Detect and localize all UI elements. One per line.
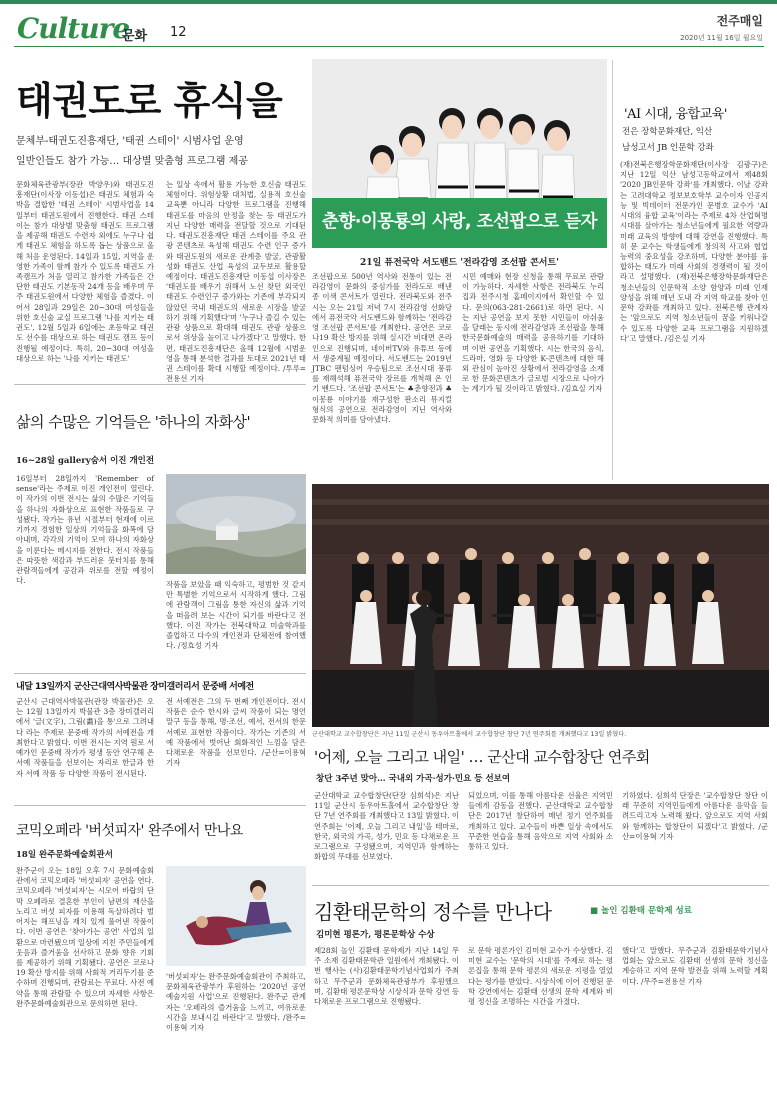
issue-date: 2020년 11월 16일 월요일 <box>680 34 763 42</box>
lead-body-col2: 는 일상 속에서 활용 가능한 호신술 태권도 체험이다. 위험상황 대처법, 실용적 호신술 교육뿐 아니라 다양한 프로그램을 진행해 태권도를 마음의 안정을 찾는 등 태권도가 지닌 다양한 매력을 전달할 것으로 기대된다. 태권도진흥재단 태권 스테이를 주요 관광 콘텐츠로 육성해 태권도 수련 인구 증가와 태권도원의 새로운 관계층 발굴, 관광활성화 태권도 산업 육성의 교두보로 활용할 예정이다. 태권도진흥재단 이동섭 이사장은 '태권도를 배우기 위해서 노선 찾던 외국인 태권도 수련인구 증가와는 기존에 부각되지 않았던 국내 태권도의 새로운 시장을 발굴하기 위해 기획했다'며 '누구나 즐길 수 있는 관광 상품으로 확대해 태권도 관광 상품으로서 위상을 높이고 나가겠다'고 말했다. 한편, 태권도진흥재단은 올해 12월에 시범운영을 통해 분석한 결과를 토대로 2021년 태권 스테이를 확대 시행할 예정이다. /투루=전용선 기자 <box>166 180 306 384</box>
ai-body: (재)전북은행장학문화재단(이사장 김광구)은 지난 12일 익산 남성고등학교에서 제48회 '2020 JB인문학 강좌'를 개최했다. 이날 강좌는 고려대학교 정보보호학부 교수이자 인공지능 및 빅데이터 전문가인 문병호 교수가 'AI 시대의 융합 교육'이라는 주제로 4차 산업혁명 시대를 살아가는 청소년들에게 필요한 역량과 미래 교육의 방향에 대해 강연을 진행했다. 특히 문 교수는 학생들에게 창의적 사고와 협업 능력의 중요성을 강조하며, 다양한 분야를 융합하는 태도가 미래 사회의 경쟁력이 될 것이라고 설명했다. (재)전북은행장학문화재단은 청소년들의 인문학적 소양 함양과 미래 인재 양성을 위해 매년 도내 각 지역 학교를 찾아 인문학 강좌를 개최하고 있다. 전북은행 관계자는 '앞으로도 지역 청소년들이 꿈을 키워나갈 수 있도록 다양한 교육 프로그램을 지원하겠다'고 말했다. /김은실 기자 <box>620 160 768 343</box>
opera-body-col1: 완주군이 오는 18일 오후 7시 문화예술회관에서 코믹오페라 '버섯피자' 공연을 연다. 코믹오페라 '버섯피자'는 시모어 바랍의 단막 오페라로 결혼한 부인이 남편의 재산을 노리고 버섯 피자를 이용해 독살하려다 벌어지는 해프닝을 재치 있게 풀어낸 작품이다. 이번 공연은 '찾아가는 공연' 사업의 일환으로 마련됐으며 일상에 지친 주민들에게 웃음과 즐거움을 선사하고 문화 향유 기회를 제공하기 위해 기획됐다. 공연은 코로나19 확산 방지를 위해 사회적 거리두기를 준수하며 진행되며, 관람료는 무료다. 사전 예약을 통해 관람할 수 있으며 자세한 사항은 완주문화예술회관으로 문의하면 된다. <box>16 866 154 1008</box>
memory-subtitle: 16~28일 gallery숨서 이진 개인전 <box>16 456 155 466</box>
lead-title: 태권도로 휴식을 <box>16 79 283 123</box>
literature-tag: ■ 놀인 김환태 문학제 성료 <box>590 906 692 916</box>
memory-photo-image <box>166 474 306 574</box>
exhibit-title: 내달 13일까지 군산근대역사박물관 장미갤러리서 문중배 서예전 <box>16 682 254 692</box>
header-rule <box>14 46 764 47</box>
literature-body-col3: 했다'고 말했다. 무주군과 김환태문학기념사업회는 앞으로도 김환태 선생의 문학 정신을 계승하고 지역 문학 발전을 위해 노력할 계획이다. /무주=전용선 기자 <box>622 946 768 986</box>
mid-rule <box>14 384 306 385</box>
ai-title: 'AI 시대, 융합교육' <box>624 107 727 122</box>
concert-body-col1: 조선팝으로 500년 역사와 전통이 있는 전라감영이 문화의 중심가를 전라도로 배낸 종 이색 콘서트가 열린다. 전라북도와 전주시는 오는 21일 저녁 7시 전라감영 선화당에서 퓨전국악 서도밴드와 함께하는 '전라감영 조선팝 콘서트'를 개최한다. 공연은 코로나19 확산 방지를 위해 실시간 비대면 온라인으로 진행되며, 네이버TV와 유튜브 등에서 생중계될 예정이다. 서도밴드는 2019년 JTBC 팬텀싱어 우승팀으로 조선시대 풍류를 재해석해 퓨전국악 장르를 개척해 온 인기 밴드다. '조선팝 콘서트'는 ♣춘향전과 ♣이몽룡 이야기를 재구성한 판소리 뮤지컬 형식의 공연으로 전라감영이 지닌 역사와 문화적 의미를 담아냈다. <box>312 272 452 425</box>
page-number: 12 <box>170 25 187 40</box>
exhibit-rule <box>14 673 306 674</box>
memory-photo <box>166 474 306 574</box>
lead-subtitle-2: 일반인들도 참가 가능… 대상별 맞춤형 프로그램 제공 <box>16 156 248 167</box>
literature-body-col1: 제28회 놀인 김환태 문학제가 지난 14일 무주 소재 김환태문학관 일원에서 개최됐다. 이번 행사는 (사)김환태문학기념사업회가 주최하고 무주군과 문화체육관광부가 후원했으며, 김환태 평론문학상 시상식과 문학 강연 등 다채로운 프로그램으로 진행됐다. <box>314 946 459 1007</box>
orchestra-title: '어제, 오늘 그리고 내일' … 군산대 교수합창단 연주회 <box>314 748 650 766</box>
exhibit-body-col2: 전 서예전은 그의 두 번째 개인전이다. 전시 작품은 순수 한시와 글씨 작품이 되는 명언 말구 등을 통해, 명·조선, 예서, 전서의 한문 서예로 표현한 작품이다. 작가는 기존의 서예 작품에서 벗어난 회화적인 느낌을 담은 다채로운 작품을 선보인다. /군산=이용혁 기자 <box>166 697 306 768</box>
literature-rule <box>312 885 769 886</box>
header-accent-bar <box>0 0 777 4</box>
orchestra-photo-image <box>312 484 769 727</box>
opera-photo-image <box>166 866 306 966</box>
literature-body-col2: 로 문학 평론가인 김미현 교수가 수상했다. 김미현 교수는 '문학의 시대'를 주제로 하는 평론집을 통해 문학 평론의 새로운 지평을 열었다는 평가를 받았다. 시상식에 이어 진행된 문학 강연에서는 김환태 선생의 문학 세계와 비평 정신을 조명하는 시간을 가졌다. <box>468 946 613 1007</box>
section-logo: Culture <box>17 12 130 45</box>
ai-subtitle-2: 남성고서 JB 인문학 강좌 <box>622 143 714 153</box>
orchestra-body-col3: 기하였다. 심희석 단장은 '교수합창단 창단 이래 꾸준히 지역민들에게 아름다운 음악을 들려드리고자 노력해 왔다. 앞으로도 지역 사회와 함께하는 합창단이 되겠다'고 밝혔다. /군산=이용혁 기자 <box>622 791 768 841</box>
orchestra-caption: 군산대학교 교수합창단은 지난 11일 군산시 동우아트홀에서 교수합창단 창단 7년 연주회를 개최했다고 13일 밝혔다. <box>312 731 627 738</box>
lead-body-col1: 문화체육관광부(장관 박양우)와 태권도진흥재단(이사장 이동섭)은 태권도 체험과 숙박을 결합한 '태권 스테이' 시범사업을 14일부터 태권도원에서 진행한다. 태권 스테이는 참가 대상별 맞춤형 태권도 프로그램을 제공해 태권도 수련자 외에도 누구나 쉽게 태권도 체험을 하도록 돕는 상품으로 올해 처음 운영된다. 14일과 15일, 지역을 운영한 가족이 함께 참가 수 있도록 태권도 가족캠프가 처음 열리고 참가한 가족들은 간단한 태권도 기본동작 24개 등을 배우며 무주 태권도원에서 다양한 체험을 즐겼다. 이어서 28일과 29일은 20~30대 여성들을 위한 호신술 교실 프로그램 '나를 지키는 태권도', 12월 5일과 6일에는 초등학교 태권도 선수를 대상으로 하는 태권도 캠프 등이 진행될 예정이다. 특히, 20~30대 여성을 대상으로 하는 '나를 지키는 태권도' <box>16 180 154 363</box>
memory-body-col2: 작품을 보았을 때 익숙하고, 평범한 것 같지만 특별한 기억으로서 시작하게 했다. 그림에 관람객이 그림을 통한 자신의 삶과 기억을 떠올려 보는 시간이 되기를 바란다고 전했다. 이진 작가는 전북대학교 미술학과를 졸업하고 다수의 개인전과 단체전에 참여했다. /정효성 기자 <box>166 580 306 651</box>
orchestra-body-col1: 군산대학교 교수합창단(단장 심희석)은 지난 11일 군산시 동우아트홀에서 교수합창단 창단 7년 연주회를 개최했다고 13일 밝혔다. 이 연주회는 '어제, 오늘 그리고 내일'을 테마로, 한국, 외국의 가곡, 성가, 민요 등 다채로운 프로그램으로 구성됐으며, 지역민과 함께하는 화합의 무대를 선보였다. <box>314 791 459 862</box>
ai-subtitle-1: 전은 장학문화재단, 익산 <box>622 127 713 137</box>
lead-subtitle-1: 문체부-태권도진흥재단, '태권 스테이' 시범사업 운영 <box>16 136 244 147</box>
exhibit-body-col1: 군산시 근대역사박물관(관장 박물관)은 오는 12월 13일까지 박물관 3층 장미갤러리에서 '글(文字), 그림(畵)을 통'으로 그려내다 라는 주제로 문중배 작가의 서예전을 개최한다고 밝혔다. 이번 전시는 지역 원로 서예가인 문중배 작가가 평생 동안 연구해 온 서예 작품들을 선보이는 자리로 한글과 한자 서예 작품 등 다양한 작품이 전시된다. <box>16 697 154 778</box>
paper-name: 전주매일 <box>716 14 763 28</box>
orchestra-body-col2: 되었으며, 이를 통해 아름다운 선율은 지역민들에게 감동을 전했다. 군산대학교 교수합창단은 2017년 창단하여 매년 정기 연주회를 개최하고 있다. 교수들이 바쁜 일상 속에서도 꾸준한 연습을 통해 음악으로 지역 사회와 소통하고 있다. <box>468 791 613 852</box>
literature-title: 김환태문학의 정수를 만나다 <box>314 900 552 924</box>
memory-body-col1: 16일부터 28일까지 'Remember of sense'라는 주제로 이진 개인전이 열린다. 이 작가의 이번 전시는 삶의 수많은 기억들을 하나의 자화상으로 표현한 작품들로 구성됐다. 작가는 유년 시절부터 현재에 이르기까지 경험한 일상의 기억들을 화폭에 담아내며, 각각의 기억이 모여 하나의 자화상을 이룬다는 메시지를 전한다. 전시 작품들은 따뜻한 색감과 부드러운 붓터치를 통해 관람객들에게 공감과 위로를 전할 예정이다. <box>16 474 154 586</box>
literature-subtitle: 김미현 평론가, 평론문학상 수상 <box>316 930 435 940</box>
opera-photo <box>166 866 306 966</box>
opera-body-col2: '버섯피자'는 완주문화예술회관이 주최하고, 문화체육관광부가 후원하는 '2020년 공연예술지원 사업'으로 진행된다. 완주군 관계자는 '오페라의 즐거움을 느끼고, 여유로운 시간을 보내시길 바란다'고 말했다. /완주=이용혁 기자 <box>166 972 306 1033</box>
concert-box <box>312 198 607 248</box>
concert-title: 춘향·이몽룡의 사랑, 조선팝으로 듣자 <box>321 212 598 232</box>
concert-body-col2: 시민 예매와 현장 신청을 통해 무료로 관람이 가능하다. 자세한 사항은 전라북도 누리집과 전주시청 홈페이지에서 확인할 수 있다. 문의(063-281-2661)로 하면 된다. 시는 지난 공연을 보지 못한 시민들이 아쉬움을 달래는 동시에 전라감영과 조선팝을 통해 한국문화예술의 매력을 공유하기를 기대하며 이번 공연을 기획했다. 시는 한국의 음식, 드라마, 영화 등 다양한 K-콘텐츠에 대한 해외 관심이 높아진 상황에서 전라감영을 소재로 한 문화콘텐츠가 글로벌 시장으로 나아가는 계기가 될 것이라고 밝혔다. /김효실 기자 <box>462 272 604 394</box>
opera-subtitle: 18일 완주문화예술회관서 <box>16 850 113 860</box>
opera-title: 코믹오페라 '버섯피자' 완주에서 만나요 <box>16 823 243 839</box>
opera-rule <box>14 805 306 806</box>
orchestra-photo <box>312 484 769 727</box>
concert-subtitle: 21일 퓨전국악 서도밴드 '전라감영 조선팝 콘서트' <box>360 258 559 268</box>
right-column-rule <box>612 60 613 480</box>
memory-title: 삶의 수많은 기억들은 '하나의 자화상' <box>16 413 251 431</box>
orchestra-subtitle: 창단 3주년 맞아… 국내외 가곡·성가·민요 등 선보여 <box>316 774 511 784</box>
section-kr: 문화 <box>122 29 148 44</box>
